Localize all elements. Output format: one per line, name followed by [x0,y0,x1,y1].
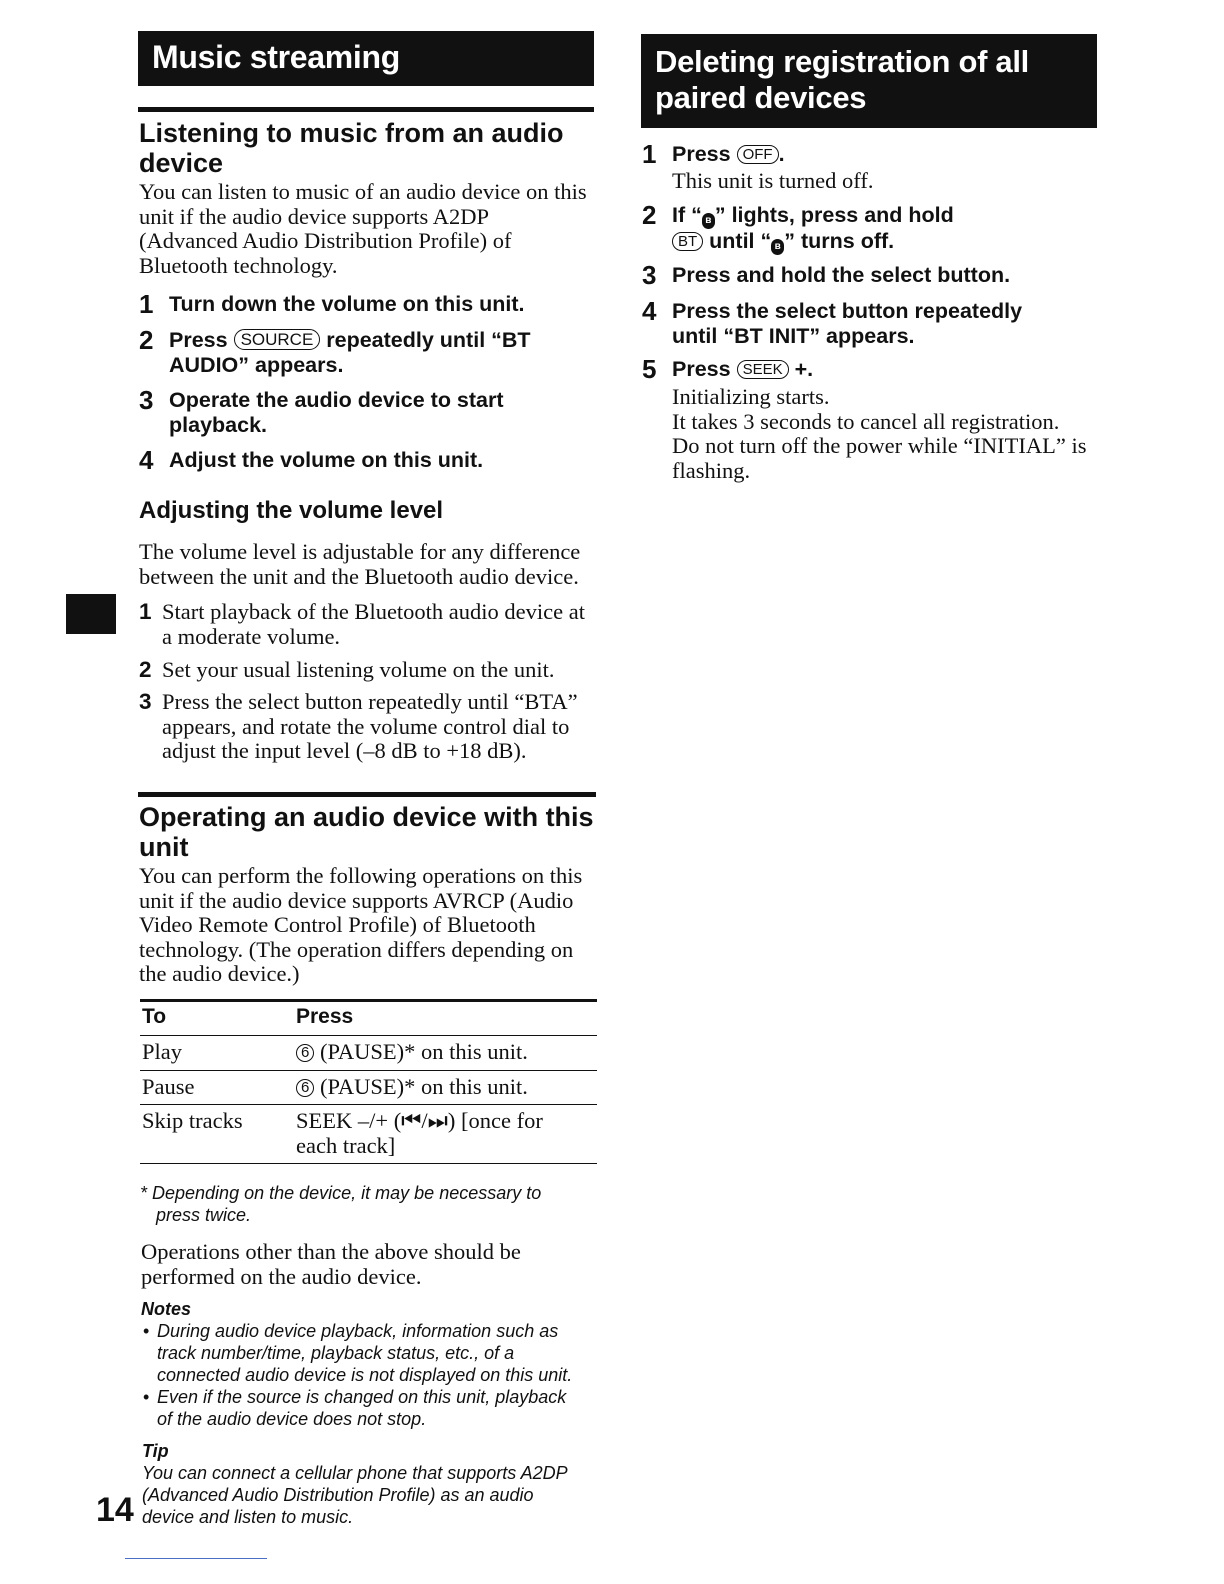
delete-step-3: 3 Press and hold the select button. [642,260,1011,290]
adjust-step-3: 3 Press the select button repeatedly until “BTA” appears, and rotate the volume control dial to adjust the input level (–8 dB to +18 dB). [139,689,578,763]
source-key-icon: SOURCE [234,329,321,350]
bluetooth-icon: ʙ [702,213,715,229]
delete-step-5: 5 Press SEEK +. Initializing starts. It takes 3 seconds to cancel all registration. Do not turn off the power while “INITIAL” is flashing. [642,354,1087,483]
page-number: 14 [96,1491,134,1529]
intro-adjusting: The volume level is adjustable for any difference between the unit and the Bluetooth audio device. [139,539,581,589]
listening-step-1: 1 Turn down the volume on this unit. [139,289,525,319]
seek-key-icon: SEEK [737,360,789,379]
intro-listening: You can listen to music of an audio device on this unit if the audio device supports A2DP (Advanced Audio Distribution Profile) of Bluetooth technology. [139,179,587,278]
heading-adjusting-volume: Adjusting the volume level [139,497,444,524]
button-6-icon: 6 [296,1079,314,1097]
banner-title: Deleting registration of all [655,44,1029,79]
footnote: * Depending on the device, it may be necessary to press twice. [140,1183,542,1225]
divider [138,792,596,797]
section-banner-deleting: Deleting registration of all paired devices [641,34,1097,128]
operations-table [140,1000,597,1164]
divider [138,107,594,112]
table-row: Skip tracks SEEK –/+ (⏮/⏭) [once for each track] [140,1105,597,1164]
tip-title: Tip [142,1441,169,1461]
adjust-step-1: 1 Start playback of the Bluetooth audio device at a moderate volume. [139,599,585,649]
list-item: • Even if the source is changed on this unit, playback of the audio device does not stop. [143,1387,567,1429]
footer-line [125,1558,267,1559]
notes-title: Notes [141,1299,192,1319]
heading-listening: Listening to music from an audio device [139,118,564,178]
intro-operating: You can perform the following operations on this unit if the audio device supports AVRCP (Audio Video Remote Control Profile) of Bluetooth technology. (The operation differs depending on the audio device.) [139,863,583,986]
bluetooth-icon: ʙ [771,239,784,255]
delete-step-4: 4 Press the select button repeatedly until “BT INIT” appears. [642,296,1023,348]
delete-step-1: 1 Press OFF . This unit is turned off. [642,139,874,193]
column-header-press: Press [294,1000,597,1036]
section-banner-music-streaming [138,31,594,86]
button-6-icon: 6 [296,1044,314,1062]
operations-other: Operations other than the above should be performed on the audio device. [141,1239,521,1289]
tip-text: You can connect a cellular phone that supports A2DP (Advanced Audio Distribution Profile) as an audio device and listen to music. [142,1463,568,1527]
listening-step-3: 3 Operate the audio device to start playback. [139,385,504,437]
table-row: Pause 6 (PAUSE)* on this unit. [140,1070,597,1105]
list-item: • During audio device playback, information such as track number/time, playback status, etc., of a connected audio device is not displayed on this unit. [143,1321,573,1385]
banner-title: Music streaming [152,39,401,75]
page-tab-marker [66,594,116,634]
table-header-row [140,1000,597,1036]
listening-step-4: 4 Adjust the volume on this unit. [139,445,484,475]
heading-operating: Operating an audio device with this unit [139,802,594,862]
notes-list [141,1320,611,1430]
bt-key-icon: BT [672,232,703,251]
adjust-step-2: 2 Set your usual listening volume on the unit. [139,657,555,682]
listening-step-2: 2 Press SOURCE repeatedly until “BT AUDIO” appears. [139,325,531,377]
column-header-to: To [140,1000,294,1036]
delete-step-2: 2 If “ ʙ ” lights, press and hold BT until “ ʙ ” turns off. [642,200,954,253]
table-row: Play 6 (PAUSE)* on this unit. [140,1036,597,1071]
off-key-icon: OFF [737,145,779,164]
